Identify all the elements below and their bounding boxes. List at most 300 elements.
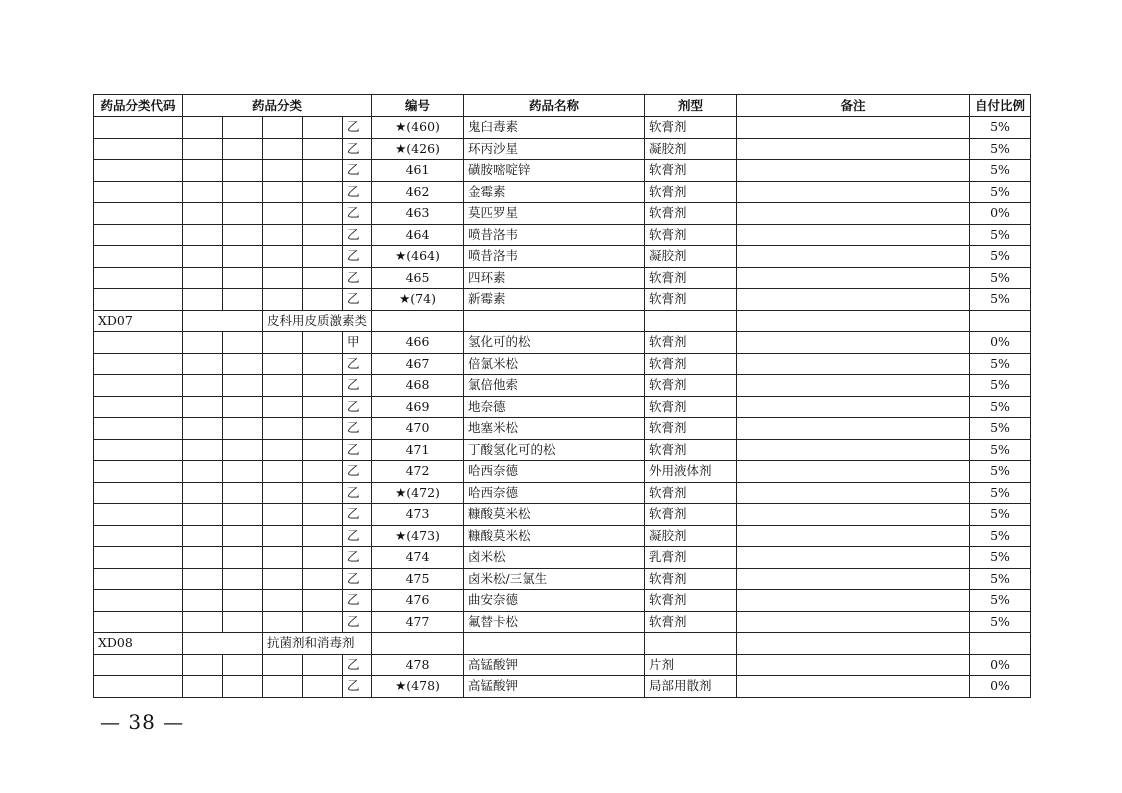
category-level-3: [263, 138, 303, 160]
ratio-cell: 5%: [970, 547, 1031, 569]
name-cell: 地奈德: [464, 396, 645, 418]
category-level-4: [303, 418, 343, 440]
category-level-4: [303, 654, 343, 676]
code-cell: [94, 504, 183, 526]
name-cell: 新霉素: [464, 289, 645, 311]
remark-cell: [737, 138, 970, 160]
name-cell: 曲安奈德: [464, 590, 645, 612]
name-cell: 地塞米松: [464, 418, 645, 440]
remark-cell: [737, 568, 970, 590]
remark-cell: [737, 633, 970, 655]
ratio-cell: 0%: [970, 203, 1031, 225]
category-level-3: [263, 396, 303, 418]
header-number: 编号: [372, 95, 464, 117]
grade-cell: 乙: [343, 375, 372, 397]
form-cell: 软膏剂: [645, 181, 737, 203]
section-label: 皮科用皮质激素类: [263, 310, 372, 332]
form-cell: 软膏剂: [645, 611, 737, 633]
remark-cell: [737, 590, 970, 612]
section-label: 抗菌剂和消毒剂: [263, 633, 372, 655]
category-level-1: [183, 375, 223, 397]
category-level-1: [183, 590, 223, 612]
category-level-1: [183, 181, 223, 203]
category-level-2: [223, 160, 263, 182]
number-cell: ★(464): [372, 246, 464, 268]
category-level-2: [223, 482, 263, 504]
section-code: XD07: [94, 310, 183, 332]
grade-cell: 乙: [343, 117, 372, 139]
code-cell: [94, 525, 183, 547]
category-level-1: [183, 418, 223, 440]
code-cell: [94, 396, 183, 418]
category-level-1: [183, 654, 223, 676]
code-cell: [94, 676, 183, 698]
category-level-4: [303, 590, 343, 612]
table-row: [94, 267, 1031, 289]
number-cell: ★(478): [372, 676, 464, 698]
grade-cell: 乙: [343, 461, 372, 483]
name-cell: 磺胺嘧啶锌: [464, 160, 645, 182]
category-level-1: [183, 547, 223, 569]
category-level-1: [183, 289, 223, 311]
code-cell: [94, 181, 183, 203]
ratio-cell: 5%: [970, 181, 1031, 203]
name-cell: 喷昔洛韦: [464, 224, 645, 246]
category-level-4: [303, 375, 343, 397]
number-cell: [372, 633, 464, 655]
grade-cell: 乙: [343, 504, 372, 526]
category-level-3: [263, 181, 303, 203]
remark-cell: [737, 375, 970, 397]
code-cell: [94, 289, 183, 311]
category-level-2: [223, 332, 263, 354]
remark-cell: [737, 203, 970, 225]
form-cell: 软膏剂: [645, 117, 737, 139]
category-level-4: [303, 504, 343, 526]
category-level-3: [263, 418, 303, 440]
form-cell: 软膏剂: [645, 418, 737, 440]
form-cell: 软膏剂: [645, 332, 737, 354]
category-level-4: [303, 160, 343, 182]
ratio-cell: 5%: [970, 482, 1031, 504]
name-cell: [464, 633, 645, 655]
category-level-2: [223, 590, 263, 612]
number-cell: ★(472): [372, 482, 464, 504]
form-cell: [645, 633, 737, 655]
name-cell: 倍氯米松: [464, 353, 645, 375]
ratio-cell: 5%: [970, 160, 1031, 182]
ratio-cell: 5%: [970, 461, 1031, 483]
table-row: [94, 676, 1031, 698]
code-cell: [94, 461, 183, 483]
drug-catalog-table: [93, 94, 1031, 698]
category-level-4: [303, 547, 343, 569]
grade-cell: 乙: [343, 203, 372, 225]
code-cell: [94, 267, 183, 289]
section-row: [94, 310, 1031, 332]
category-level-2: [223, 203, 263, 225]
remark-cell: [737, 246, 970, 268]
code-cell: [94, 160, 183, 182]
code-cell: [94, 138, 183, 160]
name-cell: 环丙沙星: [464, 138, 645, 160]
remark-cell: [737, 418, 970, 440]
category-level-1: [183, 138, 223, 160]
number-cell: 462: [372, 181, 464, 203]
code-cell: [94, 568, 183, 590]
header-form: 剂型: [645, 95, 737, 117]
category-level-3: [263, 332, 303, 354]
category-level-4: [303, 482, 343, 504]
form-cell: 软膏剂: [645, 267, 737, 289]
ratio-cell: 5%: [970, 246, 1031, 268]
category-level-4: [303, 203, 343, 225]
grade-cell: 乙: [343, 418, 372, 440]
number-cell: ★(426): [372, 138, 464, 160]
name-cell: 糠酸莫米松: [464, 504, 645, 526]
header-category: 药品分类: [183, 95, 372, 117]
ratio-cell: 5%: [970, 418, 1031, 440]
remark-cell: [737, 332, 970, 354]
number-cell: 470: [372, 418, 464, 440]
number-cell: ★(460): [372, 117, 464, 139]
category-level-4: [303, 611, 343, 633]
category-level-3: [263, 482, 303, 504]
form-cell: 乳膏剂: [645, 547, 737, 569]
category-level-1: [183, 203, 223, 225]
remark-cell: [737, 461, 970, 483]
name-cell: 氟替卡松: [464, 611, 645, 633]
remark-cell: [737, 676, 970, 698]
section-code: XD08: [94, 633, 183, 655]
category-level-2: [223, 525, 263, 547]
table-row: [94, 611, 1031, 633]
form-cell: 软膏剂: [645, 353, 737, 375]
category-level-1: [183, 568, 223, 590]
table-row: [94, 439, 1031, 461]
code-cell: [94, 203, 183, 225]
name-cell: 鬼臼毒素: [464, 117, 645, 139]
category-level-3: [263, 676, 303, 698]
category-level-1: [183, 525, 223, 547]
category-level-4: [303, 461, 343, 483]
form-cell: 外用液体剂: [645, 461, 737, 483]
ratio-cell: 5%: [970, 375, 1031, 397]
code-cell: [94, 418, 183, 440]
remark-cell: [737, 439, 970, 461]
name-cell: 哈西奈德: [464, 461, 645, 483]
ratio-cell: 5%: [970, 289, 1031, 311]
table-row: [94, 504, 1031, 526]
remark-cell: [737, 267, 970, 289]
category-level-2: [223, 418, 263, 440]
category-level-3: [263, 353, 303, 375]
ratio-cell: 5%: [970, 568, 1031, 590]
ratio-cell: 5%: [970, 117, 1031, 139]
category-level-1: [183, 332, 223, 354]
category-level-3: [263, 117, 303, 139]
category-level-4: [303, 117, 343, 139]
form-cell: [645, 310, 737, 332]
category-level-1: [183, 611, 223, 633]
ratio-cell: 5%: [970, 224, 1031, 246]
category-level-3: [263, 375, 303, 397]
code-cell: [94, 332, 183, 354]
name-cell: 丁酸氢化可的松: [464, 439, 645, 461]
remark-cell: [737, 525, 970, 547]
header-remark: 备注: [737, 95, 970, 117]
category-level-4: [303, 267, 343, 289]
category-level-2: [223, 676, 263, 698]
category-level-4: [303, 676, 343, 698]
number-cell: 472: [372, 461, 464, 483]
category-level-1: [183, 504, 223, 526]
grade-cell: 乙: [343, 396, 372, 418]
table-row: [94, 117, 1031, 139]
ratio-cell: 0%: [970, 332, 1031, 354]
category-level-2: [223, 246, 263, 268]
category-level-3: [263, 289, 303, 311]
name-cell: 哈西奈德: [464, 482, 645, 504]
number-cell: 475: [372, 568, 464, 590]
category-level-3: [263, 439, 303, 461]
header-name: 药品名称: [464, 95, 645, 117]
category-level-1: [183, 396, 223, 418]
table-row: [94, 461, 1031, 483]
category-level-1: [183, 439, 223, 461]
form-cell: 软膏剂: [645, 439, 737, 461]
category-level-3: [263, 246, 303, 268]
grade-cell: 乙: [343, 525, 372, 547]
table-row: [94, 375, 1031, 397]
table-row: [94, 224, 1031, 246]
code-cell: [94, 611, 183, 633]
category-level-2: [223, 181, 263, 203]
form-cell: 软膏剂: [645, 375, 737, 397]
name-cell: [464, 310, 645, 332]
form-cell: 软膏剂: [645, 289, 737, 311]
form-cell: 软膏剂: [645, 203, 737, 225]
table-row: [94, 482, 1031, 504]
table-row: [94, 396, 1031, 418]
category-level-4: [303, 289, 343, 311]
category-level-3: [263, 267, 303, 289]
ratio-cell: 5%: [970, 439, 1031, 461]
table-row: [94, 547, 1031, 569]
grade-cell: 乙: [343, 246, 372, 268]
category-level-2: [223, 138, 263, 160]
ratio-cell: 0%: [970, 654, 1031, 676]
ratio-cell: 5%: [970, 267, 1031, 289]
name-cell: 糠酸莫米松: [464, 525, 645, 547]
table-body: [94, 117, 1031, 698]
number-cell: 471: [372, 439, 464, 461]
name-cell: 高锰酸钾: [464, 654, 645, 676]
category-level-2: [223, 289, 263, 311]
category-level-2: [223, 396, 263, 418]
remark-cell: [737, 181, 970, 203]
number-cell: 463: [372, 203, 464, 225]
table-header-row: [94, 95, 1031, 117]
category-level-2: [223, 654, 263, 676]
category-level-3: [263, 654, 303, 676]
grade-cell: 乙: [343, 267, 372, 289]
category-level-3: [263, 547, 303, 569]
table-row: [94, 654, 1031, 676]
name-cell: 金霉素: [464, 181, 645, 203]
category-level-1: [183, 117, 223, 139]
form-cell: 软膏剂: [645, 590, 737, 612]
category-level-4: [303, 138, 343, 160]
name-cell: 四环素: [464, 267, 645, 289]
ratio-cell: 5%: [970, 504, 1031, 526]
table-row: [94, 203, 1031, 225]
header-code: 药品分类代码: [94, 95, 183, 117]
number-cell: ★(473): [372, 525, 464, 547]
category-spacer: [183, 633, 263, 655]
form-cell: 软膏剂: [645, 504, 737, 526]
code-cell: [94, 375, 183, 397]
category-level-1: [183, 353, 223, 375]
category-level-3: [263, 504, 303, 526]
number-cell: 473: [372, 504, 464, 526]
grade-cell: 乙: [343, 482, 372, 504]
number-cell: 469: [372, 396, 464, 418]
name-cell: 氢化可的松: [464, 332, 645, 354]
name-cell: 卤米松: [464, 547, 645, 569]
category-level-4: [303, 246, 343, 268]
name-cell: 卤米松/三氯生: [464, 568, 645, 590]
remark-cell: [737, 396, 970, 418]
remark-cell: [737, 310, 970, 332]
ratio-cell: 5%: [970, 611, 1031, 633]
category-level-1: [183, 267, 223, 289]
code-cell: [94, 482, 183, 504]
form-cell: 凝胶剂: [645, 246, 737, 268]
category-level-2: [223, 117, 263, 139]
category-level-2: [223, 353, 263, 375]
code-cell: [94, 654, 183, 676]
remark-cell: [737, 482, 970, 504]
category-level-4: [303, 439, 343, 461]
category-spacer: [183, 310, 263, 332]
name-cell: 喷昔洛韦: [464, 246, 645, 268]
code-cell: [94, 439, 183, 461]
category-level-3: [263, 224, 303, 246]
ratio-cell: 5%: [970, 590, 1031, 612]
header-ratio: 自付比例: [970, 95, 1031, 117]
table-row: [94, 590, 1031, 612]
ratio-cell: [970, 633, 1031, 655]
grade-cell: 甲: [343, 332, 372, 354]
grade-cell: 乙: [343, 590, 372, 612]
grade-cell: 乙: [343, 353, 372, 375]
form-cell: 软膏剂: [645, 224, 737, 246]
code-cell: [94, 117, 183, 139]
category-level-1: [183, 224, 223, 246]
category-level-3: [263, 611, 303, 633]
remark-cell: [737, 504, 970, 526]
remark-cell: [737, 547, 970, 569]
category-level-1: [183, 160, 223, 182]
remark-cell: [737, 160, 970, 182]
remark-cell: [737, 611, 970, 633]
category-level-2: [223, 504, 263, 526]
category-level-1: [183, 482, 223, 504]
form-cell: 软膏剂: [645, 482, 737, 504]
ratio-cell: 5%: [970, 138, 1031, 160]
remark-cell: [737, 289, 970, 311]
ratio-cell: 5%: [970, 525, 1031, 547]
table-row: [94, 138, 1031, 160]
form-cell: 软膏剂: [645, 568, 737, 590]
category-level-2: [223, 611, 263, 633]
form-cell: 片剂: [645, 654, 737, 676]
category-level-2: [223, 224, 263, 246]
ratio-cell: 0%: [970, 676, 1031, 698]
category-level-3: [263, 461, 303, 483]
category-level-1: [183, 246, 223, 268]
grade-cell: 乙: [343, 547, 372, 569]
table-row: [94, 246, 1031, 268]
category-level-3: [263, 203, 303, 225]
category-level-2: [223, 267, 263, 289]
category-level-4: [303, 332, 343, 354]
table-row: [94, 568, 1031, 590]
name-cell: 氯倍他索: [464, 375, 645, 397]
category-level-3: [263, 525, 303, 547]
number-cell: 476: [372, 590, 464, 612]
number-cell: [372, 310, 464, 332]
table-row: [94, 353, 1031, 375]
grade-cell: 乙: [343, 654, 372, 676]
category-level-2: [223, 375, 263, 397]
category-level-2: [223, 568, 263, 590]
category-level-4: [303, 181, 343, 203]
page-number: — 38 —: [100, 710, 185, 734]
category-level-1: [183, 461, 223, 483]
form-cell: 凝胶剂: [645, 525, 737, 547]
number-cell: 467: [372, 353, 464, 375]
number-cell: 468: [372, 375, 464, 397]
grade-cell: 乙: [343, 568, 372, 590]
category-level-1: [183, 676, 223, 698]
table-row: [94, 289, 1031, 311]
name-cell: 高锰酸钾: [464, 676, 645, 698]
category-level-4: [303, 353, 343, 375]
category-level-4: [303, 224, 343, 246]
table-row: [94, 160, 1031, 182]
ratio-cell: 5%: [970, 396, 1031, 418]
grade-cell: 乙: [343, 289, 372, 311]
code-cell: [94, 590, 183, 612]
ratio-cell: 5%: [970, 353, 1031, 375]
category-level-3: [263, 160, 303, 182]
section-row: [94, 633, 1031, 655]
category-level-4: [303, 568, 343, 590]
remark-cell: [737, 654, 970, 676]
form-cell: 软膏剂: [645, 160, 737, 182]
number-cell: 464: [372, 224, 464, 246]
category-level-4: [303, 396, 343, 418]
number-cell: 465: [372, 267, 464, 289]
category-level-4: [303, 525, 343, 547]
table-row: [94, 181, 1031, 203]
remark-cell: [737, 117, 970, 139]
ratio-cell: [970, 310, 1031, 332]
table-row: [94, 525, 1031, 547]
grade-cell: 乙: [343, 138, 372, 160]
